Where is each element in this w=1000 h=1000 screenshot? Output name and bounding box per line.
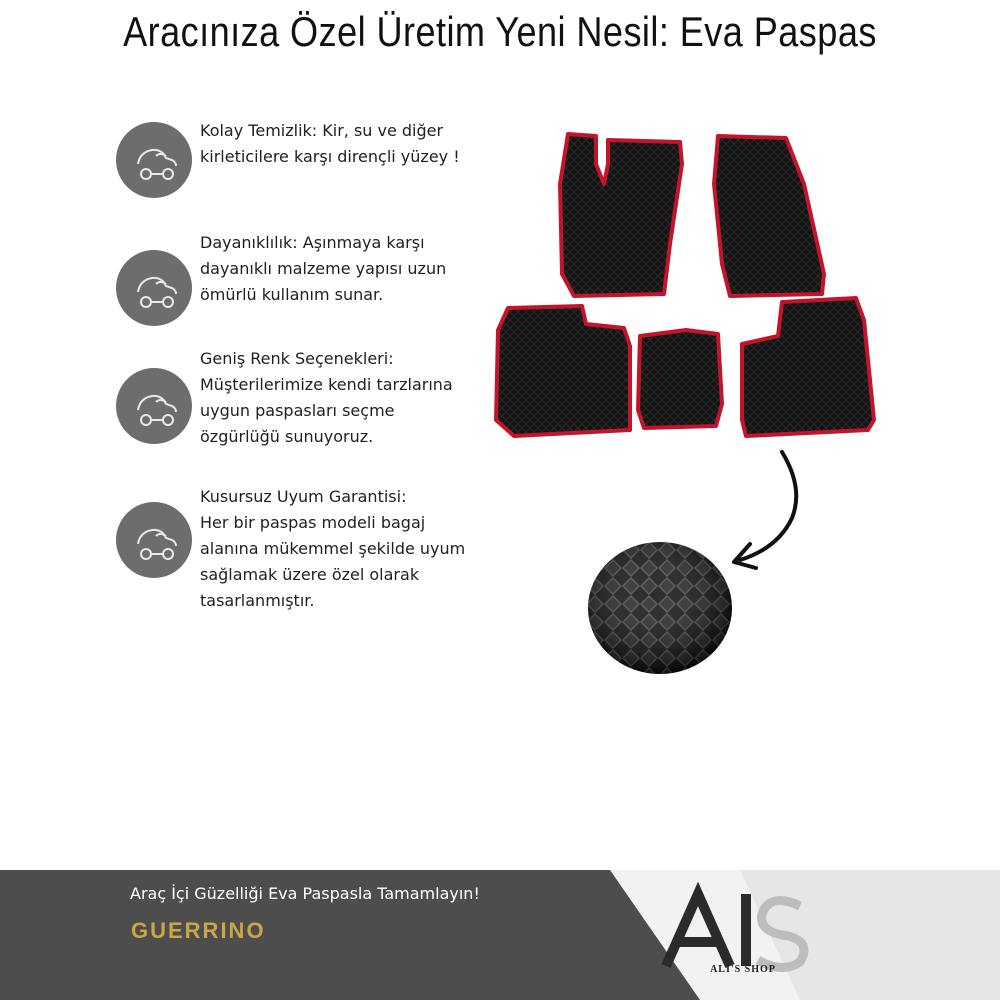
floor-mats-image [486,124,886,454]
car-wash-icon [116,122,192,198]
texture-closeup-image [586,541,734,676]
feature-perfect-fit [112,484,552,610]
car-wash-icon [116,368,192,444]
feature-text: Kusursuz Uyum Garantisi: Her bir paspas modeli bagaj alanına mükemmel şekilde uyum sağlamak üzere özel olarak tasarlanmıştır. [200,487,466,610]
car-wash-icon [116,250,192,326]
feature-text: Dayanıklılık: Aşınmaya karşı dayanıklı malzeme yapısı uzun ömürlü kullanım sunar. [200,233,447,304]
brand-logo-text: GUERRINO [131,918,266,943]
feature-text: Geniş Renk Seçenekleri: Müşterilerimize kendi tarzlarına uygun paspasları seçme özgürlüğü sunuyoruz. [200,349,453,446]
banner-tagline: Araç İçi Güzelliği Eva Paspasla Tamamlayın! [130,884,480,903]
car-wash-icon [116,502,192,578]
feature-text: Kolay Temizlik: Kir, su ve diğer kirleticilere karşı dirençli yüzey ! [200,121,460,166]
logo-caption: ALI'S SHOP [710,964,776,975]
page-title: Aracınıza Özel Üretim Yeni Nesil: Eva Paspas [123,8,877,55]
